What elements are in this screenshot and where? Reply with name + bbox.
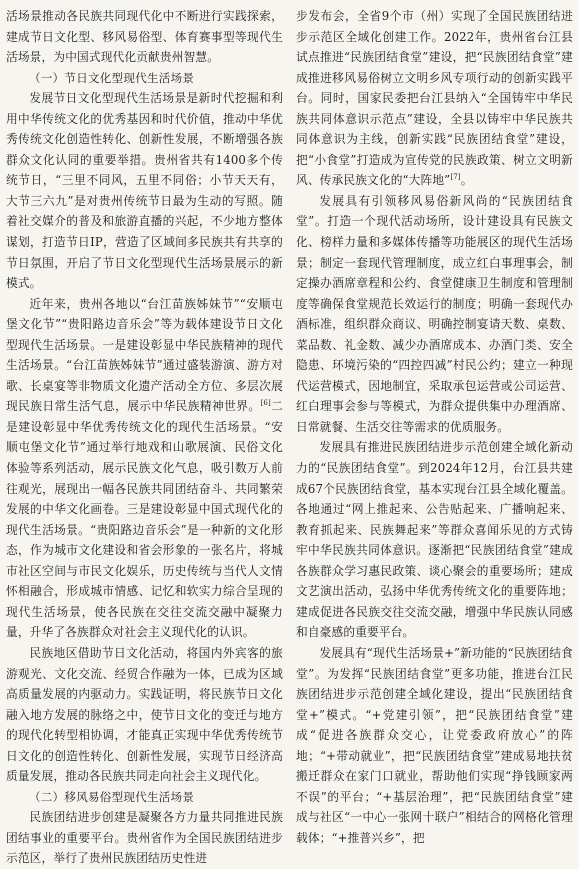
left-column — [6, 6, 283, 866]
paragraph-canteen-customs: 发展具有引领移风易俗新风尚的“民族团结食堂”。打造一个现代活动场所，设计建设具有民族文化、榜样力量和多媒体传播等功能展区的现代生活场景；制定一套现代管理制度，成立红白事理事会，制定操办酒席章程和公约、食堂健康卫生制度和管理制度等确保食堂规范长效运行的制度；明确一套现代办酒标准，组织群众商议、明确控制宴请天数、桌数、菜品数、礼金数、减少办酒席成本、办酒门类、安全隐患、环境污染的“四控四减”村民公约；建立一种现代运营模式，因地制宜，采取承包运营或公司运营、红白理事会参与等模式，为群众提供集中办理酒席、日常就餐、生活交往等需求的优质服务。 — [296, 193, 573, 434]
paragraph-festival-intro: 发展节日文化型现代生活场景是新时代挖掘和利用中华传统文化的优秀基因和时代价值，推动中华优秀传统文化创造性转化、创新性发展，不断增强各族群众文化认同的重要举措。贵州省共有1400多个传统节日，“三里不同风，五里不同俗；小节天天有，大节三六九”是对贵州传统节日最为生动的写照。随着社交媒介的普及和旅游直播的兴起，不少地方整体谋划，打造节日IP，营造了区域间多民族共有共享的节日氛围，开启了节日文化型现代生活场景展示的新模式。 — [6, 91, 283, 291]
paragraph-canteen-plus: 发展具有“现代生活场景+”新功能的“民族团结食堂”。为发挥“民族团结食堂”更多功能，推进台江民族团结进步示范创建全域化建设，提出“民族团结食堂+”模式。“+党建引领”，把“民族团结食堂”建成“促进各族群众交心，让党委政府放心”的阵地；“+带动就业”，把“民族团结食堂”建成易地扶贫搬迁群众在家门口就业，帮助他们实现“挣钱顾家两不误”的平台；“+基层治理”，把“民族团结食堂”建成与社区“一中心一张网十联户”相结合的网格化管理载体；“+推普兴乡”，把 — [296, 645, 573, 845]
paragraph-customs-intro: 民族团结进步创建是凝聚各方力量共同推进民族团结事业的重要平台。贵州省作为全国民族团结进步示范区，举行了贵州民族团结历史性进 — [6, 810, 283, 866]
paragraph-festival-examples — [6, 294, 283, 643]
paragraph-text: 二是建设彰显中华优秀传统文化的现代生活场景。“安顺屯堡文化节”通过举行地戏和山歌展演、民俗文化体验等系列活动，展示民族文化气息，吸引数万人前往观光，展现出一幅各民族共同团结奋斗、共同繁荣发展的中华文化画卷。三是建设彰显中国式现代化的现代生活场景。“贵阳路边音乐会”是一种新的文化形态，作为城市文化建设和省会形象的一张名片，将城市社区空间与市民文化娱乐，历史传统与当代人文情怀相融合，形成城市情感、记忆和软实力综合呈现的现代生活场景，使各民族在交往交流交融中凝聚力量，升华了各族群众对社会主义现代化的认识。 — [6, 399, 283, 640]
citation-ref: [6] — [260, 399, 271, 408]
paragraph-continuation: 活场景推动各民族共同现代化中不断进行实践探索，建成节日文化型、移风易俗型、体育赛事型等现代生活场景，为中国式现代化贡献贵州智慧。 — [6, 9, 283, 65]
right-column — [296, 6, 573, 853]
citation-ref: [7] — [450, 173, 461, 182]
paragraph-text: 。 — [460, 173, 473, 188]
section-heading-customs-reform: （二）移风易俗型现代生活场景 — [29, 789, 195, 804]
paragraph-text: 步发布会，全省9个市（州）实现了全国民族团结进步示范区全域化创建工作。2022年，贵州省台江县试点推进“民族团结食堂”建设，把“民族团结食堂”建成推进移风易俗树立文明乡风专项行动的创新实践平台。同时，国家民委把台江县纳入“全国铸牢中华民族共同体意识示范点”建设，全县以铸牢中华民族共同体意识为主线，创新实践“民族团结食堂”建设，把“小食堂”打造成为宣传党的民族政策、树立文明新风、传承民族文化的“大阵地” — [296, 9, 573, 188]
paragraph-continuation — [296, 6, 573, 191]
paragraph-canteen-unity: 发展具有推进民族团结进步示范创建全域化新动力的“民族团结食堂”。到2024年12月，台江县共建成67个民族团结食堂，基本实现台江县全域化覆盖。各地通过“网上推起来、公告贴起来、广播响起来、教育抓起来、民族舞起来”等群众喜闻乐见的方式铸牢中华民族共同体意识。逐渐把“民族团结食堂”建成各族群众学习惠民政策、谈心聚会的重要场所；建成文艺演出活动，弘扬中华优秀传统文化的重要阵地；建成促进各民族交往交流交融，增强中华民族认同感和自豪感的重要平台。 — [296, 440, 573, 640]
paragraph-festival-summary: 民族地区借助节日文化活动，将国内外宾客的旅游观光、文化交流、经贸合作融为一体，已成为区域高质量发展的内驱动力。实践证明，将民族节日文化融入地方发展的脉络之中，使节日文化的变迁与地方的现代化转型相协调，才能真正实现中华优秀传统节日文化的创造性转化、创新性发展，实现节日经济高质量发展，推动各民族共同走向社会主义现代化。 — [6, 645, 283, 784]
paragraph-text: 近年来，贵州各地以“台江苗族姊妹节”“安顺屯堡文化节”“贵阳路边音乐会”等为载体建设节日文化型现代生活场景。一是建设彰显中华民族精神的现代生活场景。“台江苗族姊妹节”通过盛装游演、游方对歌、长桌宴等非物质文化遗产活动全方位、多层次展现民族日常生活气息，展示中华民族精神世界。 — [6, 296, 283, 414]
section-heading-festival-culture: （一）节日文化型现代生活场景 — [29, 70, 195, 85]
